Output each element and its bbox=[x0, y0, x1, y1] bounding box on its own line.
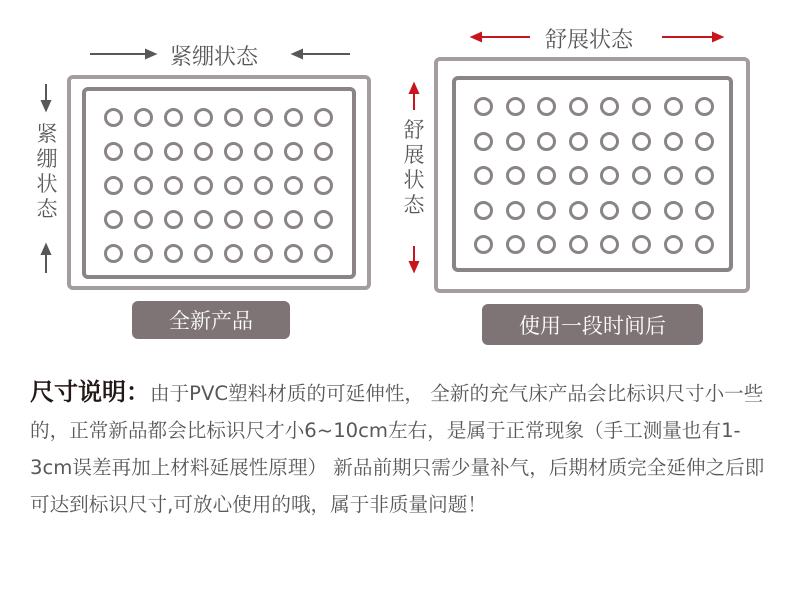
vent-hole-icon bbox=[632, 97, 651, 116]
right-badge: 使用一段时间后 bbox=[482, 304, 703, 345]
vent-hole-icon bbox=[254, 244, 273, 263]
right-heading: 舒展状态 bbox=[545, 28, 634, 53]
left-side-label bbox=[34, 122, 60, 222]
vent-hole-icon bbox=[314, 176, 333, 195]
vent-hole-icon bbox=[194, 210, 213, 229]
vent-hole-icon bbox=[164, 244, 183, 263]
vent-hole-icon bbox=[506, 132, 525, 151]
vent-hole-icon bbox=[695, 97, 714, 116]
vent-hole-icon bbox=[695, 166, 714, 185]
vent-hole-icon bbox=[224, 244, 243, 263]
description-title: 尺寸说明： bbox=[30, 378, 150, 406]
vent-hole-icon bbox=[314, 244, 333, 263]
side-char: 态 bbox=[403, 193, 425, 217]
vent-hole-icon bbox=[284, 108, 303, 127]
arrow-left-icon bbox=[293, 50, 302, 58]
arrow-right-icon bbox=[146, 50, 155, 58]
left-badge: 全新产品 bbox=[132, 301, 290, 339]
arrow-left-icon bbox=[472, 33, 481, 41]
vent-hole-icon bbox=[506, 235, 525, 254]
vent-hole-icon bbox=[134, 108, 153, 127]
vent-hole-icon bbox=[600, 235, 619, 254]
vent-hole-icon bbox=[254, 210, 273, 229]
vent-hole-icon bbox=[600, 166, 619, 185]
vent-hole-icon bbox=[164, 176, 183, 195]
vent-hole-icon bbox=[314, 210, 333, 229]
vent-hole-icon bbox=[134, 176, 153, 195]
vent-hole-icon bbox=[104, 210, 123, 229]
vent-hole-icon bbox=[134, 142, 153, 161]
vent-hole-icon bbox=[632, 166, 651, 185]
vent-hole-icon bbox=[254, 108, 273, 127]
vent-hole-icon bbox=[224, 108, 243, 127]
left-heading: 紧绷状态 bbox=[170, 45, 259, 70]
vent-hole-icon bbox=[506, 201, 525, 220]
vent-hole-icon bbox=[664, 132, 683, 151]
vent-hole-icon bbox=[134, 210, 153, 229]
vent-hole-icon bbox=[506, 97, 525, 116]
vent-hole-icon bbox=[632, 132, 651, 151]
arrow-right-icon bbox=[713, 33, 722, 41]
arrow-up-icon bbox=[42, 245, 50, 254]
vent-hole-icon bbox=[314, 108, 333, 127]
vent-hole-icon bbox=[284, 244, 303, 263]
vent-hole-icon bbox=[569, 201, 588, 220]
vent-hole-icon bbox=[664, 235, 683, 254]
vent-hole-icon bbox=[537, 132, 556, 151]
vent-hole-icon bbox=[224, 210, 243, 229]
side-char: 状 bbox=[36, 172, 58, 196]
vent-hole-icon bbox=[194, 108, 213, 127]
vent-hole-icon bbox=[569, 132, 588, 151]
vent-hole-icon bbox=[695, 201, 714, 220]
vent-hole-icon bbox=[164, 108, 183, 127]
vent-hole-icon bbox=[569, 97, 588, 116]
vent-hole-icon bbox=[164, 142, 183, 161]
vent-hole-icon bbox=[664, 97, 683, 116]
vent-hole-icon bbox=[474, 132, 493, 151]
description-body: 由于PVC塑料材质的可延伸性， 全新的充气床产品会比标识尺寸小一些的，正常新品都会比标识尺才小6~10cm左右，是属于正常现象（手工测量也有1-3cm误差再加上材料延展性原理） 新品前期只需少量补气，后期材质完全延伸之后即可达到标识尺寸,可放心使用的哦，属于非质量问题！ bbox=[30, 382, 765, 516]
vent-hole-icon bbox=[632, 201, 651, 220]
vent-hole-icon bbox=[194, 244, 213, 263]
vent-hole-icon bbox=[224, 142, 243, 161]
side-char: 紧 bbox=[36, 122, 58, 146]
vent-hole-icon bbox=[284, 176, 303, 195]
vent-hole-icon bbox=[104, 244, 123, 263]
vent-hole-icon bbox=[632, 235, 651, 254]
vent-hole-icon bbox=[600, 97, 619, 116]
vent-hole-icon bbox=[537, 166, 556, 185]
vent-hole-icon bbox=[506, 166, 525, 185]
side-char: 舒 bbox=[403, 118, 425, 142]
vent-hole-icon bbox=[134, 244, 153, 263]
arrow-up-icon bbox=[410, 84, 418, 93]
vent-hole-icon bbox=[474, 235, 493, 254]
vent-hole-icon bbox=[254, 142, 273, 161]
vent-hole-icon bbox=[194, 142, 213, 161]
arrow-down-icon bbox=[410, 262, 418, 271]
vent-hole-icon bbox=[314, 142, 333, 161]
size-description bbox=[30, 374, 775, 523]
vent-hole-icon bbox=[474, 201, 493, 220]
vent-hole-icon bbox=[600, 201, 619, 220]
vent-hole-icon bbox=[664, 166, 683, 185]
vent-hole-icon bbox=[600, 132, 619, 151]
side-char: 态 bbox=[36, 197, 58, 221]
vent-hole-icon bbox=[284, 210, 303, 229]
vent-hole-icon bbox=[474, 97, 493, 116]
vent-hole-icon bbox=[194, 176, 213, 195]
vent-hole-icon bbox=[104, 108, 123, 127]
right-hole-grid bbox=[474, 97, 714, 254]
vent-hole-icon bbox=[695, 235, 714, 254]
vent-hole-icon bbox=[104, 176, 123, 195]
vent-hole-icon bbox=[474, 166, 493, 185]
vent-hole-icon bbox=[537, 97, 556, 116]
vent-hole-icon bbox=[569, 166, 588, 185]
right-side-label bbox=[401, 118, 427, 218]
side-char: 状 bbox=[403, 168, 425, 192]
vent-hole-icon bbox=[537, 235, 556, 254]
vent-hole-icon bbox=[284, 142, 303, 161]
vent-hole-icon bbox=[254, 176, 273, 195]
vent-hole-icon bbox=[224, 176, 243, 195]
vent-hole-icon bbox=[569, 235, 588, 254]
vent-hole-icon bbox=[664, 201, 683, 220]
side-char: 绷 bbox=[36, 147, 58, 171]
vent-hole-icon bbox=[695, 132, 714, 151]
vent-hole-icon bbox=[164, 210, 183, 229]
side-char: 展 bbox=[403, 143, 425, 167]
vent-hole-icon bbox=[537, 201, 556, 220]
vent-hole-icon bbox=[104, 142, 123, 161]
left-hole-grid bbox=[104, 108, 333, 263]
arrow-down-icon bbox=[42, 101, 50, 110]
